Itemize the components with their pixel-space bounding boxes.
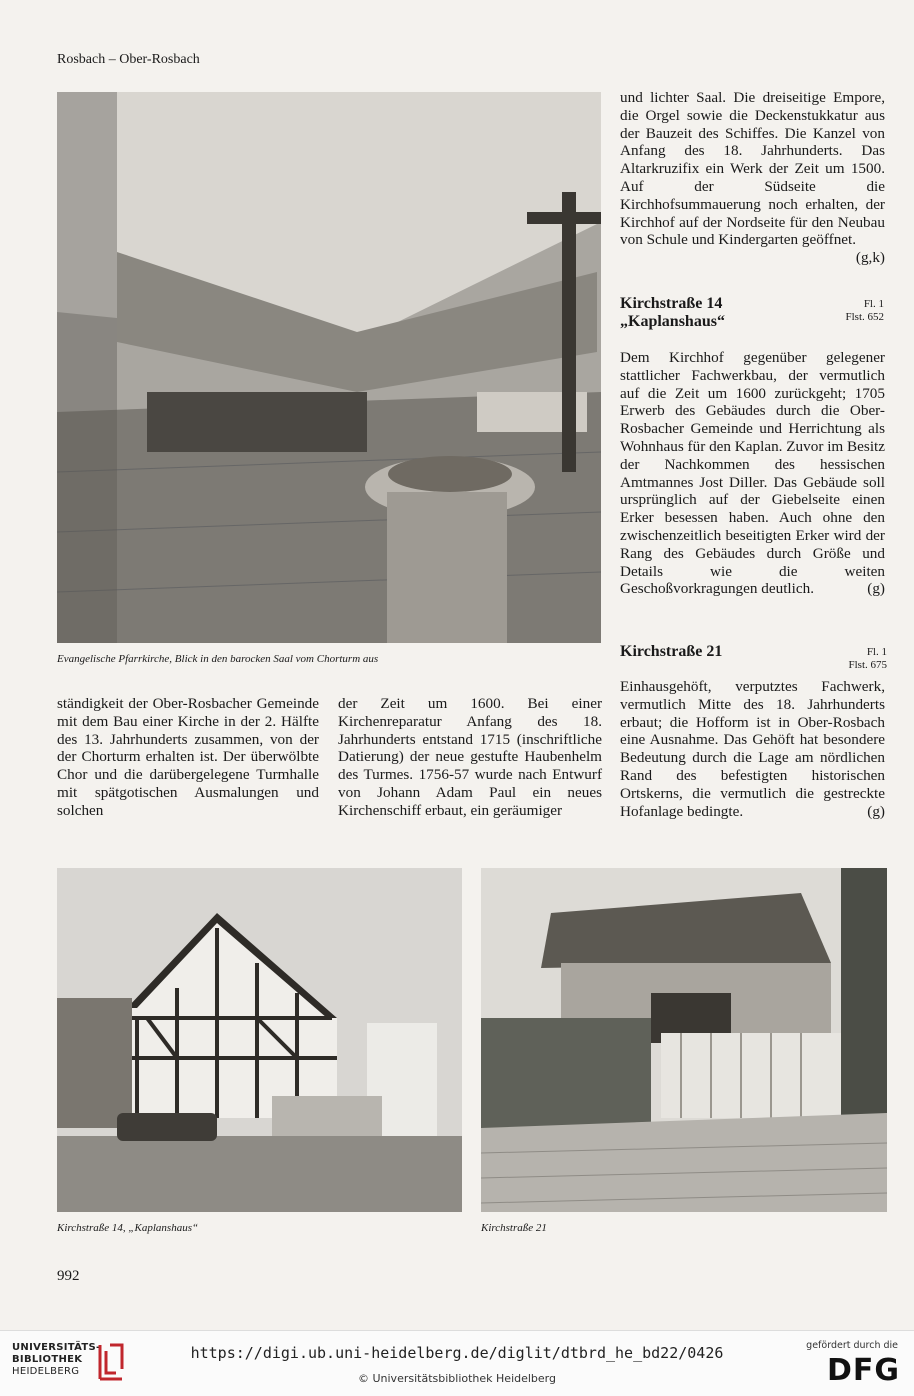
kirchstrasse-21-caption: Kirchstraße 21: [481, 1222, 547, 1234]
body-text: Einhausgehöft, verputztes Fachwerk, vermutlich Mitte des 18. Jahrhunderts erbaut; die Hofform ist in Ober-Rosbach eine Ausnahme. Das Gehöft hat besondere Bedeutung durch die Lage am nördlichen Rand des befestigten historischen Ortskerns, die vermutlich die gestreckte Hofanlage bedingte.: [620, 678, 885, 820]
dfg-logo: DFG: [826, 1353, 900, 1388]
digitization-footer: [0, 1330, 914, 1396]
entry-title-kirchstrasse-21: Kirchstraße 21: [620, 643, 723, 660]
body-column-1: [57, 695, 319, 820]
kaplanshaus-photo: [57, 868, 462, 1212]
body-text: ständigkeit der Ober-Rosbacher Gemeinde mit dem Bau einer Kirche in der 2. Hälfte des 13. Jahrhunderts zusammen, von der der Chorturm erhalten ist. Der überwölbte Chor und die darübergelegene Turmhalle mit spätgotischen Ausmalungen und solchen: [57, 695, 319, 819]
body-column-2: [338, 695, 602, 820]
author-tag: (g,k): [855, 249, 885, 267]
entry-text-kirchstrasse-21: [620, 678, 885, 820]
author-tag: (g): [867, 802, 885, 820]
body-text: und lichter Saal. Die dreiseitige Empore, die Orgel sowie die Deckenstukkatur aus der Bauzeit des Schiffes. Die Kanzel von Anfang des 18. Jahrhunderts. Das Altarkruzifix ein Werk der Zeit um 1500. Auf der Südseite die Kirchhofsummauerung noch erhalten, der Kirchhof auf der Nordseite für den Neubau von Schule und Kindergarten geöffnet.: [620, 89, 885, 249]
entry-text-kirchstrasse-14: [620, 349, 885, 598]
kaplanshaus-caption: Kirchstraße 14, „Kaplanshaus“: [57, 1222, 199, 1234]
funder-note: gefördert durch die: [806, 1340, 898, 1351]
kirchstrasse-21-photo: [481, 868, 887, 1212]
interior-caption: Evangelische Pfarrkirche, Blick in den barocken Saal vom Chorturm aus: [57, 653, 379, 665]
body-text: Dem Kirchhof gegenüber gelegener stattlicher Fachwerkbau, der vermutlich auf die Zeit um 1600 zurückgeht; 1705 Erwerb des Gebäudes durch die Ober-Rosbacher Gemeinde und Herrichtung als Wohnhaus für den Kaplan. Zuvor im Besitz der Nachkommen des hessischen Amtmannes Jost Diller. Das Gebäude soll ursprünglich auf der Giebelseite einen Erker besessen haben. Auch ohne den zwischenzeitlich beseitigten Erker wird der Rang des Gebäudes durch Größe und Details wie die weiten Geschoßvorkragungen deutlich.: [620, 349, 885, 598]
church-interior-photo: [57, 92, 601, 643]
parcel-reference: Fl. 1 Flst. 652: [845, 298, 884, 323]
running-head: Rosbach – Ober-Rosbach: [57, 52, 200, 67]
library-logo-text: UNIVERSITÄTS- BIBLIOTHEK HEIDELBERG: [12, 1342, 101, 1377]
page-number: 992: [57, 1268, 80, 1284]
copyright-notice: © Universitätsbibliothek Heidelberg: [357, 1372, 556, 1385]
right-column-continuation: [620, 89, 885, 267]
parcel-reference: Fl. 1 Flst. 675: [848, 646, 887, 671]
body-text: der Zeit um 1600. Bei einer Kirchenreparatur Anfang des 18. Jahrhunderts entstand 1715 (inschriftliche Datierung) der neue gestufte Haubenhelm des Turmes. 1756-57 wurde nach Entwurf von Johann Adam Paul ein neues Kirchenschiff erbaut, ein geräumiger: [338, 695, 602, 819]
author-tag: (g): [867, 580, 885, 598]
entry-title-kirchstrasse-14: Kirchstraße 14 „Kaplanshaus“: [620, 295, 725, 330]
permalink-url[interactable]: https://digi.ub.uni-heidelberg.de/diglit/dtbrd_he_bd22/0426: [190, 1344, 724, 1362]
